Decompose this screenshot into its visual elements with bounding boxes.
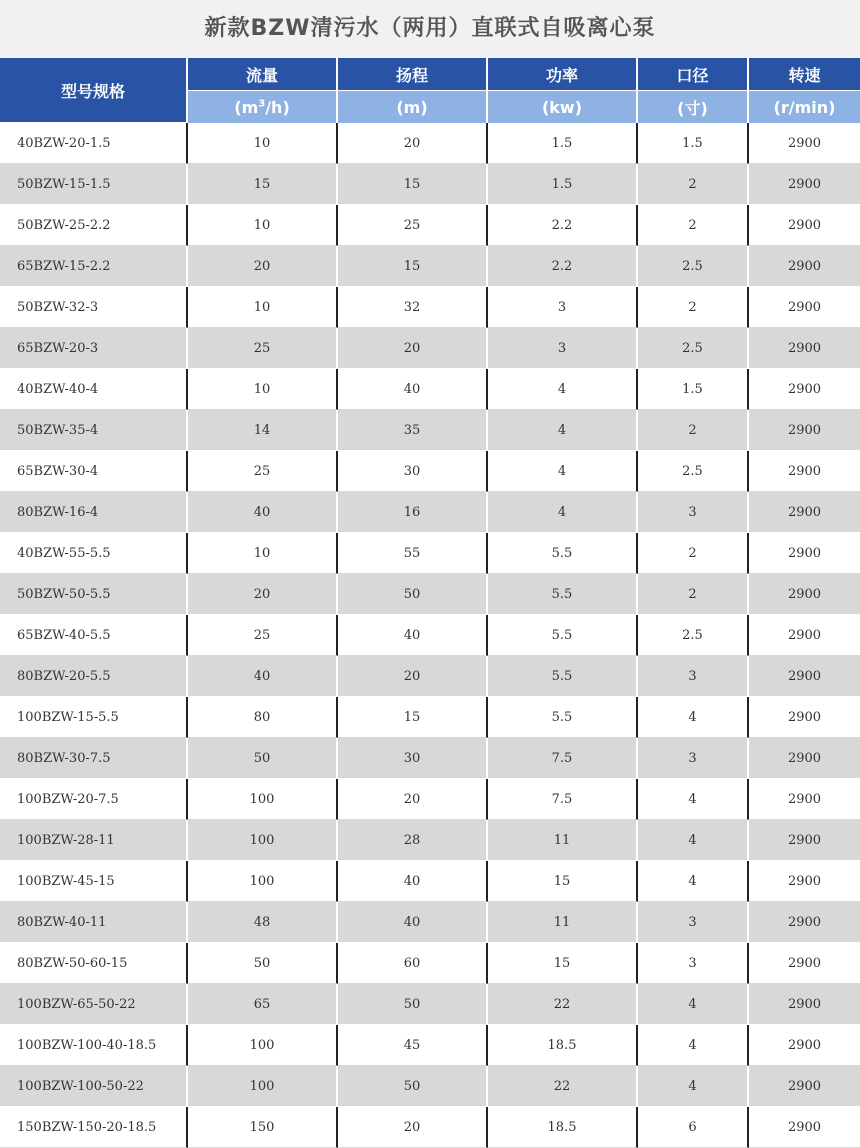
cell-head: 20: [338, 123, 488, 164]
cell-head: 25: [338, 205, 488, 246]
cell-head: 15: [338, 164, 488, 205]
cell-caliber: 1.5: [638, 123, 749, 164]
table-row: [0, 615, 860, 656]
cell-model: 50BZW-25-2.2: [0, 205, 188, 246]
table-row: [0, 246, 860, 287]
cell-head: 15: [338, 246, 488, 287]
cell-flow: 25: [188, 328, 338, 369]
cell-speed: 2900: [749, 697, 860, 738]
cell-caliber: 2.5: [638, 451, 749, 492]
cell-power: 11: [488, 902, 638, 943]
cell-flow: 100: [188, 1025, 338, 1066]
cell-power: 7.5: [488, 738, 638, 779]
cell-power: 22: [488, 1066, 638, 1107]
header-flow: 流量: [188, 58, 338, 91]
cell-flow: 100: [188, 779, 338, 820]
cell-speed: 2900: [749, 451, 860, 492]
cell-flow: 20: [188, 574, 338, 615]
cell-power: 15: [488, 943, 638, 984]
cell-head: 35: [338, 410, 488, 451]
cell-flow: 48: [188, 902, 338, 943]
cell-caliber: 4: [638, 820, 749, 861]
cell-model: 65BZW-40-5.5: [0, 615, 188, 656]
cell-caliber: 4: [638, 697, 749, 738]
cell-caliber: 4: [638, 984, 749, 1025]
cell-flow: 25: [188, 451, 338, 492]
cell-power: 11: [488, 820, 638, 861]
cell-model: 100BZW-65-50-22: [0, 984, 188, 1025]
cell-model: 150BZW-150-20-18.5: [0, 1107, 188, 1148]
table-row: [0, 328, 860, 369]
header-caliber: 口径: [638, 58, 749, 91]
cell-model: 80BZW-50-60-15: [0, 943, 188, 984]
table-row: [0, 164, 860, 205]
header-model: 型号规格: [0, 58, 188, 123]
cell-caliber: 2: [638, 533, 749, 574]
cell-power: 3: [488, 328, 638, 369]
cell-power: 15: [488, 861, 638, 902]
cell-power: 5.5: [488, 533, 638, 574]
table-row: [0, 451, 860, 492]
cell-flow: 10: [188, 533, 338, 574]
unit-head: (m): [338, 91, 488, 123]
cell-power: 5.5: [488, 574, 638, 615]
table-row: [0, 410, 860, 451]
table-row: [0, 738, 860, 779]
cell-flow: 10: [188, 369, 338, 410]
cell-caliber: 3: [638, 902, 749, 943]
cell-model: 40BZW-55-5.5: [0, 533, 188, 574]
unit-speed: (r/min): [749, 91, 860, 123]
cell-speed: 2900: [749, 533, 860, 574]
cell-head: 30: [338, 451, 488, 492]
cell-head: 30: [338, 738, 488, 779]
cell-speed: 2900: [749, 861, 860, 902]
cell-head: 32: [338, 287, 488, 328]
cell-caliber: 2: [638, 410, 749, 451]
cell-flow: 80: [188, 697, 338, 738]
cell-head: 15: [338, 697, 488, 738]
cell-caliber: 3: [638, 738, 749, 779]
cell-model: 100BZW-45-15: [0, 861, 188, 902]
cell-model: 50BZW-35-4: [0, 410, 188, 451]
cell-caliber: 2: [638, 574, 749, 615]
table-row: [0, 123, 860, 164]
unit-flow-pre: (m: [234, 97, 259, 117]
cell-speed: 2900: [749, 205, 860, 246]
cell-flow: 65: [188, 984, 338, 1025]
cell-power: 1.5: [488, 164, 638, 205]
table-row: [0, 697, 860, 738]
cell-caliber: 2.5: [638, 328, 749, 369]
cell-head: 50: [338, 1066, 488, 1107]
cell-flow: 100: [188, 1066, 338, 1107]
cell-flow: 14: [188, 410, 338, 451]
cell-model: 65BZW-20-3: [0, 328, 188, 369]
cell-caliber: 3: [638, 943, 749, 984]
cell-power: 1.5: [488, 123, 638, 164]
cell-speed: 2900: [749, 246, 860, 287]
unit-flow: [188, 91, 338, 123]
cell-head: 20: [338, 328, 488, 369]
table-row: [0, 820, 860, 861]
cell-head: 40: [338, 369, 488, 410]
cell-flow: 20: [188, 246, 338, 287]
cell-power: 5.5: [488, 656, 638, 697]
cell-speed: 2900: [749, 943, 860, 984]
cell-head: 50: [338, 574, 488, 615]
cell-model: 100BZW-100-40-18.5: [0, 1025, 188, 1066]
cell-speed: 2900: [749, 123, 860, 164]
cell-head: 60: [338, 943, 488, 984]
cell-caliber: 2: [638, 164, 749, 205]
cell-caliber: 2: [638, 205, 749, 246]
cell-speed: 2900: [749, 984, 860, 1025]
unit-power: (kw): [488, 91, 638, 123]
header-speed: 转速: [749, 58, 860, 91]
table-row: [0, 492, 860, 533]
cell-speed: 2900: [749, 738, 860, 779]
cell-model: 65BZW-15-2.2: [0, 246, 188, 287]
cell-speed: 2900: [749, 820, 860, 861]
cell-model: 65BZW-30-4: [0, 451, 188, 492]
table-row: [0, 943, 860, 984]
cell-caliber: 4: [638, 1066, 749, 1107]
spec-table: [0, 58, 860, 1148]
cell-head: 40: [338, 861, 488, 902]
cell-speed: 2900: [749, 287, 860, 328]
unit-flow-sup: 3: [258, 98, 266, 110]
cell-head: 16: [338, 492, 488, 533]
cell-caliber: 2.5: [638, 615, 749, 656]
cell-caliber: 6: [638, 1107, 749, 1148]
table-row: [0, 369, 860, 410]
cell-model: 80BZW-40-11: [0, 902, 188, 943]
cell-flow: 15: [188, 164, 338, 205]
cell-model: 80BZW-20-5.5: [0, 656, 188, 697]
cell-speed: 2900: [749, 1066, 860, 1107]
cell-model: 100BZW-100-50-22: [0, 1066, 188, 1107]
cell-head: 20: [338, 779, 488, 820]
cell-power: 4: [488, 369, 638, 410]
header-power: 功率: [488, 58, 638, 91]
cell-speed: 2900: [749, 902, 860, 943]
cell-model: 100BZW-20-7.5: [0, 779, 188, 820]
cell-power: 3: [488, 287, 638, 328]
cell-flow: 100: [188, 861, 338, 902]
cell-caliber: 3: [638, 656, 749, 697]
cell-flow: 150: [188, 1107, 338, 1148]
table-row: [0, 1066, 860, 1107]
cell-speed: 2900: [749, 369, 860, 410]
cell-model: 50BZW-15-1.5: [0, 164, 188, 205]
cell-speed: 2900: [749, 1107, 860, 1148]
page-title: 新款BZW清污水（两用）直联式自吸离心泵: [0, 0, 860, 58]
cell-flow: 40: [188, 492, 338, 533]
table-row: [0, 1107, 860, 1148]
cell-flow: 10: [188, 287, 338, 328]
table-row: [0, 533, 860, 574]
cell-speed: 2900: [749, 656, 860, 697]
table-row: [0, 574, 860, 615]
table-row: [0, 861, 860, 902]
cell-head: 55: [338, 533, 488, 574]
cell-model: 80BZW-30-7.5: [0, 738, 188, 779]
table-row: [0, 287, 860, 328]
cell-power: 7.5: [488, 779, 638, 820]
cell-power: 4: [488, 410, 638, 451]
cell-head: 40: [338, 902, 488, 943]
table-row: [0, 984, 860, 1025]
cell-caliber: 4: [638, 779, 749, 820]
table-row: [0, 779, 860, 820]
cell-caliber: 4: [638, 861, 749, 902]
cell-caliber: 4: [638, 1025, 749, 1066]
cell-flow: 50: [188, 943, 338, 984]
cell-head: 20: [338, 1107, 488, 1148]
cell-speed: 2900: [749, 164, 860, 205]
cell-head: 28: [338, 820, 488, 861]
table-row: [0, 205, 860, 246]
cell-model: 50BZW-32-3: [0, 287, 188, 328]
cell-model: 100BZW-15-5.5: [0, 697, 188, 738]
cell-power: 18.5: [488, 1107, 638, 1148]
cell-head: 20: [338, 656, 488, 697]
cell-model: 50BZW-50-5.5: [0, 574, 188, 615]
cell-power: 4: [488, 451, 638, 492]
cell-caliber: 1.5: [638, 369, 749, 410]
cell-power: 4: [488, 492, 638, 533]
unit-flow-post: /h): [265, 97, 290, 117]
cell-speed: 2900: [749, 615, 860, 656]
cell-flow: 10: [188, 205, 338, 246]
cell-speed: 2900: [749, 574, 860, 615]
cell-head: 45: [338, 1025, 488, 1066]
cell-model: 40BZW-40-4: [0, 369, 188, 410]
cell-head: 50: [338, 984, 488, 1025]
cell-model: 40BZW-20-1.5: [0, 123, 188, 164]
table-row: [0, 656, 860, 697]
cell-power: 5.5: [488, 615, 638, 656]
table-header: [0, 58, 860, 123]
cell-speed: 2900: [749, 328, 860, 369]
cell-speed: 2900: [749, 779, 860, 820]
cell-model: 80BZW-16-4: [0, 492, 188, 533]
cell-power: 18.5: [488, 1025, 638, 1066]
cell-speed: 2900: [749, 492, 860, 533]
table-row: [0, 1025, 860, 1066]
cell-head: 40: [338, 615, 488, 656]
cell-caliber: 3: [638, 492, 749, 533]
cell-flow: 10: [188, 123, 338, 164]
cell-flow: 50: [188, 738, 338, 779]
cell-power: 2.2: [488, 205, 638, 246]
cell-caliber: 2.5: [638, 246, 749, 287]
cell-speed: 2900: [749, 410, 860, 451]
header-head: 扬程: [338, 58, 488, 91]
unit-caliber: (寸): [638, 91, 749, 123]
cell-flow: 40: [188, 656, 338, 697]
cell-power: 2.2: [488, 246, 638, 287]
cell-power: 5.5: [488, 697, 638, 738]
table-row: [0, 902, 860, 943]
cell-caliber: 2: [638, 287, 749, 328]
cell-power: 22: [488, 984, 638, 1025]
cell-speed: 2900: [749, 1025, 860, 1066]
cell-flow: 25: [188, 615, 338, 656]
cell-model: 100BZW-28-11: [0, 820, 188, 861]
cell-flow: 100: [188, 820, 338, 861]
table-body: [0, 123, 860, 1148]
